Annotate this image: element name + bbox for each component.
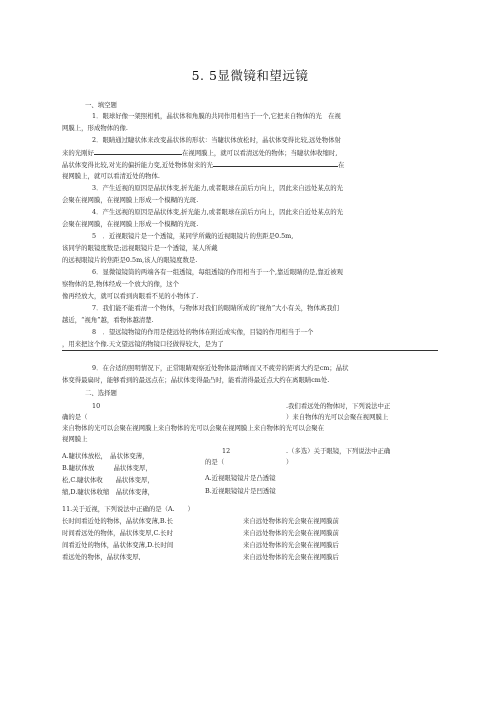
q12-option-b: B.近视眼镜镜片是凹透镜 [205,487,276,495]
q12-stem-a: .（多选）关于眼镜，下列说法中正确 [286,447,391,455]
section-heading-fill-blank: 一、填空题 [85,101,117,109]
q11-line5: 看远处的物体，晶状体变厚, [62,553,141,561]
q6-line3: 像再经放大，就可以看到肉眼看不见的小物体了. [62,292,199,300]
q3-line1: 3．产生近视的原因是晶状体变,折光能力,或者眼球在前后方向上，因此来自远处某点的光 [92,184,343,192]
q11-line3: 时间看远处的物体，晶状体变厚,C.长时 [62,529,173,537]
q11-line2: 长时间看近处的物体，晶状体变薄,B.长 [62,517,174,525]
q11-line1: 11.关于近视，下列说法中正确的是（A. ） [62,505,194,513]
q4-line1: 4．产生远视的原因是晶状体变,折光能力,或者眼球在前后方向上，因此来自近处某点的光 [92,208,343,216]
q11-line4: 间看近处的物体，晶状体变薄,D.长时间 [62,541,174,549]
section-heading-choice: 二、选择题 [85,389,117,397]
q10-option-a: A.睫状体放松， 晶状体变薄， [62,452,149,460]
q5-line2: 该同学的眼镜度数是;远视眼镜片是一个透镜，某人所戴 [62,244,218,252]
q10-stem-d: 来自物体的光可以会聚在视网膜上来自物体的光可以会聚在视网膜上来自物体的光可以会聚在 [62,424,325,432]
q5-line1: 5 ．近视眼镜片是一个透镜，某同学所戴的近视眼镜片的焦距是0.5m, [92,232,294,240]
q2-line3 [62,160,344,170]
q12-number: 12 [222,447,231,455]
q10-stem-c: ）来自物体的光可以会聚在视网膜上 [286,413,389,421]
q1-line1: 1．眼球好像一架照相机，晶状体和角膜的共同作用相当于一个,它把来自物体的光 在视 [92,112,341,120]
q12-stem-c: ） [286,458,293,466]
q12-option-a: A.近视眼镜镜片是凸透镜 [205,474,276,482]
q6-line2: 察物体的是,物体经成一个放大的像，这个 [62,280,180,288]
q1-line2: 网膜上，形成物体的像. [62,124,128,132]
q10-option-c: 松,C.睫状体收 晶状体变厚， [62,476,154,484]
q4-line2: 会聚在视网膜，在视网膜上形成一个模糊的光斑. [62,220,199,228]
answer-blank [213,160,338,167]
q12-stem-b: 的是（ [205,458,225,466]
q6-line1: 6．显微镜镜筒的两端各有一组透镜，每组透镜的作用相当于一个,靠近眼睛的是,靠近被观 [92,268,343,276]
q7-line2: 越近，“视角”越，看物体越清楚. [62,316,154,324]
q5-line3: 的远视眼镜片的焦距是0.5m,该人的眼镜度数是. [62,256,198,264]
q10-stem-e: 视网膜上 [62,435,88,443]
q2-text-c: 晶状体变得比较,对光的偏折能力变,近处物体射来的光 [62,161,214,169]
q10-number: 10 [92,402,101,410]
q2-text-a: 来的光刚好 [62,149,94,157]
q9-line2: 体变得最扁时，能够看到的最远点在；晶状体变得最凸时，能看清得最近点大约在离眼睛cm处. [62,376,330,384]
q2-text-d: 在 [338,161,345,169]
page-title: 5. 5显微镜和望远镜 [191,68,309,83]
q2-line4: 视网膜上，就可以看清近处的物体. [62,172,160,180]
q10-option-b: B.睫状体放 晶状体变厚， [62,464,152,472]
q10-stem-a: .我们看远处的物体时，下列说法中正 [286,402,391,410]
q10-option-d: 缩,D.睫状体收缩 晶状体变薄， [62,488,155,496]
answer-blank [94,148,182,155]
q11-right-c: 来自远处物体的光会聚在视网膜后 [243,541,339,549]
q2-line1: 2．眼睛通过睫状体来改变晶状体的形状：当睫状体放松时，晶状体变得比较,远处物体射 [92,136,341,144]
q8-line1: 8 ．望远镜物镜的作用是使远处的物体在附近成实像，目镜的作用相当于一个 [92,328,314,336]
q10-stem-b: 确的是（ [62,413,88,421]
q2-text-b: 在视网膜上，就可以看清远处的物体；当睫状体收缩时, [181,149,338,157]
q9-line1: 9．在合适的照明情况下，正常眼睛观察近处物体最清晰而又不疲劳的距离大约是cm；晶状 [92,364,349,372]
q2-line2 [62,148,337,158]
q11-right-d: 来自远处物体的光会聚在视网膜后 [243,553,339,561]
q11-right-a: 来自远处物体的光会聚在视网膜前 [243,517,339,525]
q8-line2: ，用来把这个像.天文望远镜的物镜口径做得较大，是为了 [62,340,224,348]
answer-blank [62,350,438,351]
q11-right-b: 来自远处物体的光会聚在视网膜前 [243,529,339,537]
q3-line2: 会聚在视网膜，在视网膜上形成一个模糊的光斑. [62,196,199,204]
q7-line1: 7．我们能不能看清一个物体，与物体对我们的眼睛所成的“视角”大小有关，物体离我们 [92,304,340,312]
